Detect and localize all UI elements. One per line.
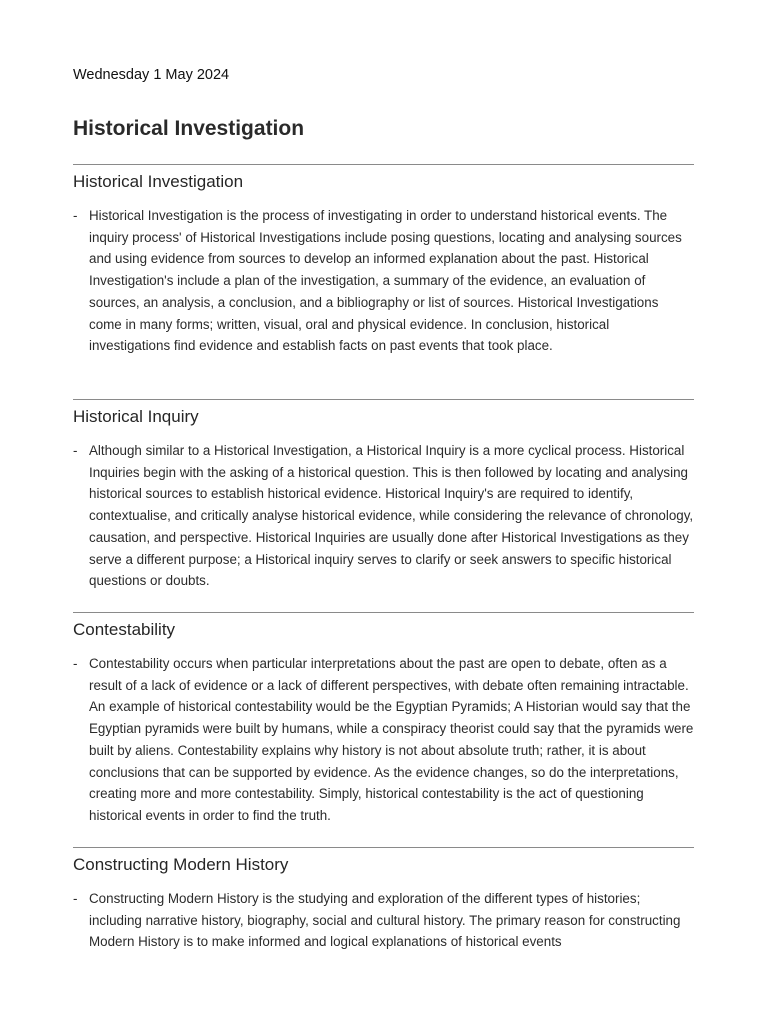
section-heading: Historical Inquiry [73,407,199,426]
bullet-dash: - [73,208,78,223]
bullet-dash: - [73,891,78,906]
section-historical-inquiry [73,399,694,592]
section-divider [73,399,694,400]
bullet-item [73,653,694,827]
section-divider [73,847,694,848]
section-historical-investigation [73,164,694,357]
bullet-text: Historical Investigation is the process of investigating in order to understand historical events. The inquiry process' of Historical Investigations include posing questions, locating and analysing sources and using evidence from sources to develop an informed explanation about the past. Historical Investigation's include a plan of the investigation, a summary of the evidence, an evaluation of sources, an analysis, a conclusion, and a bibliography or list of sources. Historical Investigations come in many forms; written, visual, oral and physical evidence. In conclusion, historical investigations find evidence and establish facts on past events that took place. [89,208,682,354]
section-contestability [73,612,694,827]
bullet-dash: - [73,656,78,671]
bullet-text: Although similar to a Historical Investigation, a Historical Inquiry is a more cyclical process. Historical Inquiries begin with the asking of a historical question. This is then followed by locating and analysing historical sources to establish historical evidence. Historical Inquiry's are required to identify, contextualise, and critically analyse historical evidence, while considering the relevance of chronology, causation, and perspective. Historical Inquiries are usually done after Historical Investigations as they serve a different purpose; a Historical inquiry serves to clarify or seek answers to specific historical questions or doubts. [89,443,694,589]
section-divider [73,164,694,165]
bullet-item [73,440,694,592]
bullet-dash: - [73,443,78,458]
bullet-item [73,888,694,953]
page-title: Historical Investigation [73,117,305,140]
document-date: Wednesday 1 May 2024 [73,67,230,83]
section-heading: Constructing Modern History [73,855,289,874]
section-constructing-modern-history [73,847,694,953]
bullet-text: Constructing Modern History is the studying and exploration of the different types of histories; including narrative history, biography, social and cultural history. The primary reason for constructing Modern History is to make informed and logical explanations of historical events [89,891,681,950]
section-divider [73,612,694,613]
section-heading: Contestability [73,620,176,639]
bullet-item [73,205,694,357]
bullet-text: Contestability occurs when particular interpretations about the past are open to debate, often as a result of a lack of evidence or a lack of different perspectives, with debate often remaining intractable. An example of historical contestability would be the Egyptian Pyramids; A Historian would say that the Egyptian pyramids were built by humans, while a conspiracy theorist could say that the pyramids were built by aliens. Contestability explains why history is not about absolute truth; rather, it is about conclusions that can be supported by evidence. As the evidence changes, so do the interpretations, creating more and more contestability. Simply, historical contestability is the act of questioning historical events in order to find the truth. [89,656,694,823]
section-heading: Historical Investigation [73,172,244,191]
